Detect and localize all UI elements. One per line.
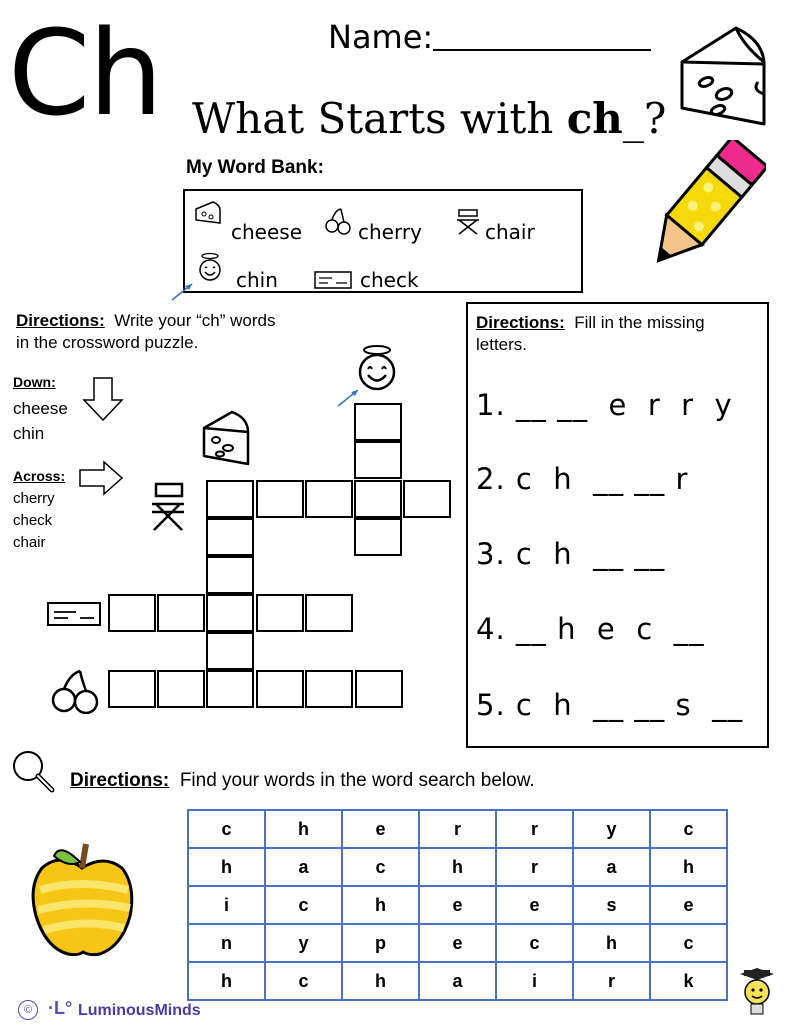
down-word: cheese — [13, 399, 68, 418]
word-search-row — [188, 886, 727, 924]
crossword-cell[interactable] — [355, 670, 403, 708]
word-search-cell[interactable]: e — [650, 886, 727, 924]
across-word: cherry — [13, 490, 55, 507]
crossword-cell[interactable] — [206, 480, 254, 518]
crossword-cell[interactable] — [206, 594, 254, 632]
word-search-cell[interactable]: i — [496, 962, 573, 1000]
word-bank-item: cherry — [358, 220, 422, 244]
crossword-cell[interactable] — [157, 594, 205, 632]
word-search-cell[interactable]: p — [342, 924, 419, 962]
word-search-row — [188, 848, 727, 886]
across-label: Across: — [13, 468, 66, 484]
cheese-icon — [676, 22, 770, 130]
big-letters-heading: Ch — [8, 4, 162, 142]
word-search-cell[interactable]: e — [342, 810, 419, 848]
cherry-icon — [50, 668, 102, 714]
fill-in-box — [466, 302, 769, 748]
fill-in-directions: Directions: Fill in the missing letters. — [476, 313, 705, 354]
down-label: Down: — [13, 374, 56, 390]
word-search-cell[interactable]: a — [419, 962, 496, 1000]
word-search-cell[interactable]: r — [496, 848, 573, 886]
word-search-cell[interactable]: c — [496, 924, 573, 962]
crossword-cell[interactable] — [206, 632, 254, 670]
mascot-lightbulb-icon — [734, 966, 780, 1020]
word-search-cell[interactable]: h — [342, 886, 419, 924]
cherry-icon — [323, 206, 353, 236]
crossword-cell[interactable] — [206, 670, 254, 708]
crossword-cell[interactable] — [256, 594, 304, 632]
crossword-cell[interactable] — [305, 594, 353, 632]
crossword-cell[interactable] — [108, 594, 156, 632]
word-search-cell[interactable]: h — [342, 962, 419, 1000]
arrow-icon — [168, 278, 198, 304]
apple-icon — [30, 838, 136, 960]
word-search-grid — [187, 809, 728, 1001]
word-search-cell[interactable]: k — [650, 962, 727, 1000]
crossword-cell[interactable] — [206, 518, 254, 556]
fill-in-item[interactable]: 4. __ h e c __ — [476, 612, 705, 646]
crossword-cell[interactable] — [354, 403, 402, 441]
crossword-cell[interactable] — [206, 556, 254, 594]
word-search-row — [188, 924, 727, 962]
chair-icon — [455, 208, 481, 236]
down-word: chin — [13, 424, 45, 443]
word-search-cell[interactable]: c — [265, 886, 342, 924]
word-search-cell[interactable]: y — [265, 924, 342, 962]
crossword-cell[interactable] — [354, 518, 402, 556]
word-search-cell[interactable]: a — [265, 848, 342, 886]
word-bank-item: chin — [236, 268, 278, 292]
word-search-cell[interactable]: c — [342, 848, 419, 886]
word-bank-item: chair — [485, 220, 535, 244]
crossword-cell[interactable] — [354, 480, 402, 518]
word-search-cell[interactable]: e — [419, 924, 496, 962]
crossword-directions: Directions: Write your “ch” words in the crossword puzzle. — [16, 311, 276, 352]
word-bank-item: check — [360, 268, 419, 292]
crossword-cell[interactable] — [354, 441, 402, 479]
smiley-face-icon — [354, 344, 400, 392]
name-label: Name: — [328, 18, 434, 56]
crossword-cell[interactable] — [256, 480, 304, 518]
fill-in-item[interactable]: 2. c h __ __ r — [476, 462, 689, 496]
cheese-icon — [200, 408, 252, 468]
word-search-row — [188, 810, 727, 848]
word-search-cell[interactable]: h — [650, 848, 727, 886]
word-search-cell[interactable]: e — [496, 886, 573, 924]
word-bank-item: cheese — [231, 220, 303, 244]
word-search-cell[interactable]: n — [188, 924, 265, 962]
word-search-cell[interactable]: c — [650, 810, 727, 848]
word-search-directions: Directions: Find your words in the word search below. — [70, 770, 535, 791]
right-arrow-icon — [78, 460, 124, 496]
pencil-icon — [636, 140, 766, 280]
crossword-cell[interactable] — [305, 480, 353, 518]
page-title: What Starts with ch_? — [192, 94, 667, 143]
down-words — [13, 396, 68, 446]
word-search-cell[interactable]: i — [188, 886, 265, 924]
across-word: chair — [13, 534, 46, 551]
down-arrow-icon — [82, 376, 124, 422]
word-search-cell[interactable]: h — [573, 924, 650, 962]
word-search-cell[interactable]: e — [419, 886, 496, 924]
crossword-cell[interactable] — [403, 480, 451, 518]
word-bank-label: My Word Bank: — [186, 157, 324, 178]
chair-icon — [148, 482, 188, 532]
fill-in-item[interactable]: 1. __ __ e r r y — [476, 388, 733, 422]
brand-name: LuminousMinds — [78, 1002, 201, 1019]
name-line[interactable] — [433, 49, 651, 51]
check-icon — [314, 270, 352, 290]
crossword-cell[interactable] — [305, 670, 353, 708]
word-search-cell[interactable]: a — [573, 848, 650, 886]
word-search-cell[interactable]: c — [188, 810, 265, 848]
fill-in-item[interactable]: 5. c h __ __ s __ — [476, 688, 744, 722]
word-search-cell[interactable]: h — [265, 810, 342, 848]
check-icon — [46, 600, 102, 628]
word-search-cell[interactable]: h — [188, 962, 265, 1000]
word-search-cell[interactable]: h — [419, 848, 496, 886]
crossword-cell[interactable] — [256, 670, 304, 708]
word-search-row — [188, 962, 727, 1000]
fill-in-item[interactable]: 3. c h __ __ — [476, 537, 666, 571]
word-search-cell[interactable]: r — [496, 810, 573, 848]
word-search-cell[interactable]: h — [188, 848, 265, 886]
word-search-cell[interactable]: s — [573, 886, 650, 924]
word-search-cell[interactable]: r — [573, 962, 650, 1000]
cheese-icon — [193, 200, 223, 226]
smiley-face-icon — [196, 252, 224, 282]
crossword-cell[interactable] — [108, 670, 156, 708]
word-search-cell[interactable]: c — [265, 962, 342, 1000]
crossword-cell[interactable] — [157, 670, 205, 708]
across-word: check — [13, 512, 53, 529]
word-search-cell[interactable]: r — [419, 810, 496, 848]
copyright-icon: © — [18, 1000, 38, 1020]
magnifying-glass-icon — [10, 748, 58, 794]
across-words — [13, 488, 55, 554]
word-search-cell[interactable]: c — [650, 924, 727, 962]
word-search-cell[interactable]: y — [573, 810, 650, 848]
luminous-minds-logo-icon: ·L° — [48, 998, 73, 1018]
